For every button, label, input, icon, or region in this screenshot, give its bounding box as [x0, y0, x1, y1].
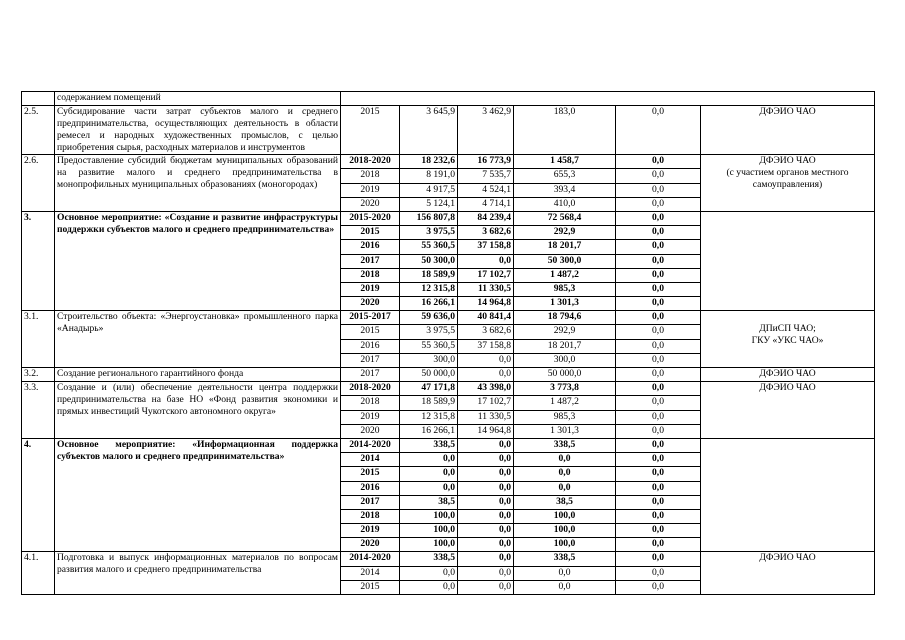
- total-cell: 0,0: [400, 566, 458, 580]
- year-cell: 2020: [341, 424, 400, 438]
- district-budget-cell: 11 330,5: [458, 282, 514, 296]
- year-cell: 2014-2020: [341, 552, 400, 566]
- year-cell: 2017: [341, 353, 400, 367]
- year-cell: 2015-2020: [341, 211, 400, 225]
- district-budget-cell: 0,0: [458, 353, 514, 367]
- total-cell: 100,0: [400, 524, 458, 538]
- federal-budget-cell: 38,5: [514, 495, 616, 509]
- federal-budget-cell: 18 201,7: [514, 240, 616, 254]
- federal-budget-cell: 1 487,2: [514, 396, 616, 410]
- district-budget-cell: 0,0: [458, 481, 514, 495]
- federal-budget-cell: 50 300,0: [514, 254, 616, 268]
- district-budget-cell: 0,0: [458, 495, 514, 509]
- federal-budget-cell: 18 201,7: [514, 339, 616, 353]
- federal-budget-cell: 338,5: [514, 438, 616, 452]
- federal-budget-cell: 100,0: [514, 509, 616, 523]
- responsible-executor: ДПиСП ЧАО; ГКУ «УКС ЧАО»: [701, 311, 875, 368]
- total-cell: 38,5: [400, 495, 458, 509]
- total-cell: 4 917,5: [400, 183, 458, 197]
- year-cell: 2015-2017: [341, 311, 400, 325]
- federal-budget-cell: 1 458,7: [514, 155, 616, 169]
- item-number: 4.: [22, 438, 55, 552]
- district-budget-cell: 3 462,9: [458, 106, 514, 155]
- total-cell: 100,0: [400, 509, 458, 523]
- federal-budget-cell: 72 568,4: [514, 211, 616, 225]
- district-budget-cell: 0,0: [458, 566, 514, 580]
- table-row: [22, 368, 875, 382]
- total-cell: 3 645,9: [400, 106, 458, 155]
- other-sources-cell: 0,0: [616, 438, 701, 452]
- total-cell: 16 266,1: [400, 424, 458, 438]
- year-cell: 2016: [341, 339, 400, 353]
- other-sources-cell: 0,0: [616, 155, 701, 169]
- federal-budget-cell: 985,3: [514, 282, 616, 296]
- item-title: Основное мероприятие: «Информационная поддержка субъектов малого и среднего предпринимательства»: [55, 438, 341, 552]
- federal-budget-cell: 393,4: [514, 183, 616, 197]
- other-sources-cell: 0,0: [616, 311, 701, 325]
- federal-budget-cell: 50 000,0: [514, 368, 616, 382]
- other-sources-cell: 0,0: [616, 226, 701, 240]
- total-cell: 0,0: [400, 453, 458, 467]
- other-sources-cell: 0,0: [616, 169, 701, 183]
- other-sources-cell: 0,0: [616, 254, 701, 268]
- year-cell: 2018: [341, 268, 400, 282]
- year-cell: 2019: [341, 524, 400, 538]
- district-budget-cell: 14 964,8: [458, 424, 514, 438]
- other-sources-cell: 0,0: [616, 297, 701, 311]
- other-sources-cell: 0,0: [616, 566, 701, 580]
- year-cell: 2014-2020: [341, 438, 400, 452]
- federal-budget-cell: 0,0: [514, 481, 616, 495]
- responsible-executor: ДФЭИО ЧАО: [701, 382, 875, 439]
- district-budget-cell: 11 330,5: [458, 410, 514, 424]
- federal-budget-cell: 292,9: [514, 226, 616, 240]
- district-budget-cell: 0,0: [458, 509, 514, 523]
- federal-budget-cell: 338,5: [514, 552, 616, 566]
- year-cell: 2014: [341, 566, 400, 580]
- table-row: [22, 438, 875, 452]
- responsible-executor: ДФЭИО ЧАО: [701, 368, 875, 382]
- federal-budget-cell: 300,0: [514, 353, 616, 367]
- federal-budget-cell: 100,0: [514, 524, 616, 538]
- total-cell: 50 300,0: [400, 254, 458, 268]
- other-sources-cell: 0,0: [616, 183, 701, 197]
- district-budget-cell: 37 158,8: [458, 240, 514, 254]
- year-cell: 2018: [341, 169, 400, 183]
- federal-budget-cell: 0,0: [514, 453, 616, 467]
- total-cell: 8 191,0: [400, 169, 458, 183]
- item-number: 3.2.: [22, 368, 55, 382]
- responsible-executor: ДФЭИО ЧАО: [701, 106, 875, 155]
- responsible-executor: ДФЭИО ЧАО (с участием органов местного самоуправления): [701, 155, 875, 212]
- item-number: 2.5.: [22, 106, 55, 155]
- other-sources-cell: 0,0: [616, 353, 701, 367]
- year-cell: 2014: [341, 453, 400, 467]
- district-budget-cell: 0,0: [458, 254, 514, 268]
- total-cell: 55 360,5: [400, 339, 458, 353]
- district-budget-cell: 43 398,0: [458, 382, 514, 396]
- item-title: Субсидирование части затрат субъектов малого и среднего предпринимательства, осуществляющих деятельность в области ремесел и народных художественных промыслов, с целью приобретения сырья, расходных материалов и инструментов: [55, 106, 341, 155]
- item-number: 2.6.: [22, 155, 55, 212]
- federal-budget-cell: 655,3: [514, 169, 616, 183]
- item-title: Строительство объекта: «Энергоустановка» промышленного парка «Анадырь»: [55, 311, 341, 368]
- year-cell: 2019: [341, 410, 400, 424]
- other-sources-cell: 0,0: [616, 268, 701, 282]
- other-sources-cell: 0,0: [616, 467, 701, 481]
- federal-budget-cell: 0,0: [514, 467, 616, 481]
- district-budget-cell: 4 524,1: [458, 183, 514, 197]
- program-activities-table: [21, 91, 875, 595]
- district-budget-cell: 17 102,7: [458, 268, 514, 282]
- district-budget-cell: 37 158,8: [458, 339, 514, 353]
- year-cell: 2018-2020: [341, 382, 400, 396]
- district-budget-cell: 0,0: [458, 467, 514, 481]
- table-row: [22, 311, 875, 325]
- federal-budget-cell: 292,9: [514, 325, 616, 339]
- item-number: 3.3.: [22, 382, 55, 439]
- other-sources-cell: 0,0: [616, 481, 701, 495]
- total-cell: 47 171,8: [400, 382, 458, 396]
- district-budget-cell: 7 535,7: [458, 169, 514, 183]
- district-budget-cell: 14 964,8: [458, 297, 514, 311]
- district-budget-cell: 0,0: [458, 580, 514, 594]
- year-cell: 2015: [341, 467, 400, 481]
- total-cell: 50 000,0: [400, 368, 458, 382]
- total-cell: 156 807,8: [400, 211, 458, 225]
- district-budget-cell: 16 773,9: [458, 155, 514, 169]
- district-budget-cell: 3 682,6: [458, 226, 514, 240]
- year-cell: 2015: [341, 106, 400, 155]
- year-cell: 2016: [341, 240, 400, 254]
- item-title: Создание и (или) обеспечение деятельности центра поддержки предпринимательства на базе НО «Фонд развития экономики и прямых инвестиций Чукотского автономного округа»: [55, 382, 341, 439]
- other-sources-cell: 0,0: [616, 396, 701, 410]
- other-sources-cell: 0,0: [616, 240, 701, 254]
- other-sources-cell: 0,0: [616, 382, 701, 396]
- total-cell: 59 636,0: [400, 311, 458, 325]
- item-title: Подготовка и выпуск информационных материалов по вопросам развития малого и среднего предпринимательства: [55, 552, 341, 595]
- total-cell: 12 315,8: [400, 282, 458, 296]
- district-budget-cell: 3 682,6: [458, 325, 514, 339]
- other-sources-cell: 0,0: [616, 538, 701, 552]
- federal-budget-cell: 0,0: [514, 566, 616, 580]
- other-sources-cell: 0,0: [616, 509, 701, 523]
- district-budget-cell: 4 714,1: [458, 197, 514, 211]
- other-sources-cell: 0,0: [616, 197, 701, 211]
- federal-budget-cell: 183,0: [514, 106, 616, 155]
- total-cell: 338,5: [400, 552, 458, 566]
- total-cell: 55 360,5: [400, 240, 458, 254]
- district-budget-cell: 0,0: [458, 368, 514, 382]
- total-cell: 100,0: [400, 538, 458, 552]
- total-cell: 3 975,5: [400, 325, 458, 339]
- total-cell: 18 589,9: [400, 268, 458, 282]
- item-number: 3.: [22, 211, 55, 310]
- district-budget-cell: 0,0: [458, 538, 514, 552]
- year-cell: 2017: [341, 254, 400, 268]
- table-row: [22, 211, 875, 225]
- total-cell: 18 232,6: [400, 155, 458, 169]
- district-budget-cell: 0,0: [458, 524, 514, 538]
- district-budget-cell: 0,0: [458, 438, 514, 452]
- responsible-executor: [701, 211, 875, 310]
- year-cell: 2015: [341, 325, 400, 339]
- other-sources-cell: 0,0: [616, 106, 701, 155]
- table-row: [22, 552, 875, 566]
- responsible-executor: ДФЭИО ЧАО: [701, 552, 875, 595]
- year-cell: 2015: [341, 580, 400, 594]
- continuation-text: содержанием помещений: [55, 92, 341, 106]
- district-budget-cell: 40 841,4: [458, 311, 514, 325]
- other-sources-cell: 0,0: [616, 410, 701, 424]
- district-budget-cell: 0,0: [458, 453, 514, 467]
- total-cell: 0,0: [400, 481, 458, 495]
- total-cell: 0,0: [400, 467, 458, 481]
- federal-budget-cell: 1 301,3: [514, 424, 616, 438]
- year-cell: 2020: [341, 538, 400, 552]
- federal-budget-cell: 1 487,2: [514, 268, 616, 282]
- district-budget-cell: 17 102,7: [458, 396, 514, 410]
- year-cell: 2017: [341, 495, 400, 509]
- continuation-row: [22, 92, 875, 106]
- total-cell: 12 315,8: [400, 410, 458, 424]
- year-cell: 2018: [341, 396, 400, 410]
- total-cell: 0,0: [400, 580, 458, 594]
- item-number: 4.1.: [22, 552, 55, 595]
- table-row: [22, 382, 875, 396]
- total-cell: 5 124,1: [400, 197, 458, 211]
- federal-budget-cell: 18 794,6: [514, 311, 616, 325]
- federal-budget-cell: 410,0: [514, 197, 616, 211]
- year-cell: 2020: [341, 297, 400, 311]
- continuation-num-cell: [22, 92, 55, 106]
- item-title: Предоставление субсидий бюджетам муниципальных образований на развитие малого и среднего предпринимательства в монопрофильных муниципальных образованиях (моногородах): [55, 155, 341, 212]
- year-cell: 2018: [341, 509, 400, 523]
- other-sources-cell: 0,0: [616, 524, 701, 538]
- total-cell: 300,0: [400, 353, 458, 367]
- other-sources-cell: 0,0: [616, 580, 701, 594]
- other-sources-cell: 0,0: [616, 282, 701, 296]
- total-cell: 338,5: [400, 438, 458, 452]
- total-cell: 3 975,5: [400, 226, 458, 240]
- other-sources-cell: 0,0: [616, 325, 701, 339]
- other-sources-cell: 0,0: [616, 368, 701, 382]
- responsible-executor: [701, 438, 875, 552]
- year-cell: 2015: [341, 226, 400, 240]
- other-sources-cell: 0,0: [616, 453, 701, 467]
- table-row: [22, 106, 875, 155]
- other-sources-cell: 0,0: [616, 339, 701, 353]
- federal-budget-cell: 100,0: [514, 538, 616, 552]
- other-sources-cell: 0,0: [616, 552, 701, 566]
- item-number: 3.1.: [22, 311, 55, 368]
- item-title: Основное мероприятие: «Создание и развитие инфраструктуры поддержки субъектов малого и среднего предпринимательства»: [55, 211, 341, 310]
- year-cell: 2017: [341, 368, 400, 382]
- federal-budget-cell: 985,3: [514, 410, 616, 424]
- table-body: [22, 92, 875, 595]
- item-title: Создание регионального гарантийного фонда: [55, 368, 341, 382]
- year-cell: 2016: [341, 481, 400, 495]
- year-cell: 2019: [341, 282, 400, 296]
- other-sources-cell: 0,0: [616, 211, 701, 225]
- federal-budget-cell: 1 301,3: [514, 297, 616, 311]
- year-cell: 2020: [341, 197, 400, 211]
- federal-budget-cell: 3 773,8: [514, 382, 616, 396]
- federal-budget-cell: 0,0: [514, 580, 616, 594]
- continuation-empty-cell: [341, 92, 875, 106]
- table-row: [22, 155, 875, 169]
- year-cell: 2018-2020: [341, 155, 400, 169]
- other-sources-cell: 0,0: [616, 424, 701, 438]
- district-budget-cell: 0,0: [458, 552, 514, 566]
- district-budget-cell: 84 239,4: [458, 211, 514, 225]
- total-cell: 16 266,1: [400, 297, 458, 311]
- total-cell: 18 589,9: [400, 396, 458, 410]
- year-cell: 2019: [341, 183, 400, 197]
- other-sources-cell: 0,0: [616, 495, 701, 509]
